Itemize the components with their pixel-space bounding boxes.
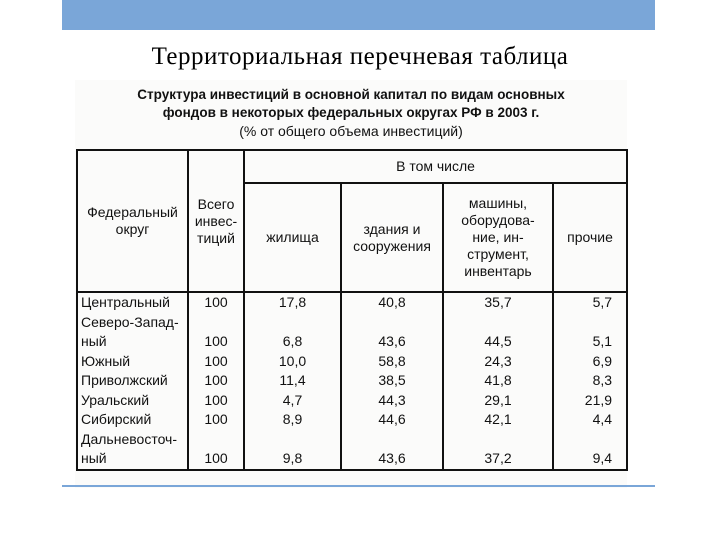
housing-value — [244, 292, 341, 313]
district-name-line: ный — [81, 333, 107, 349]
machines-value — [443, 391, 553, 411]
machines-value-text: 37,2 — [484, 450, 512, 466]
machines-value-text: 24,3 — [484, 352, 512, 369]
table-row — [77, 430, 627, 470]
total-value — [188, 313, 244, 352]
machines-value-text: 44,5 — [484, 333, 512, 349]
caption-line-1: Структура инвестиций в основной капитал по видам основных — [137, 87, 565, 102]
table-row — [77, 410, 627, 430]
total-value-text: 100 — [204, 352, 228, 369]
buildings-value-text: 44,6 — [378, 411, 406, 427]
housing-value-text: 17,8 — [278, 294, 307, 310]
district-name — [77, 313, 188, 352]
housing-value-text: 8,9 — [282, 411, 303, 427]
district-name-line: Приволжский — [81, 372, 168, 388]
header-housing: жилища — [244, 183, 341, 292]
housing-value-text: 6,8 — [282, 333, 303, 349]
other-value — [553, 352, 627, 372]
spacer — [193, 313, 239, 333]
other-value — [553, 313, 627, 352]
spacer — [193, 430, 239, 450]
housing-value — [244, 410, 341, 430]
top-accent-bar — [62, 0, 655, 30]
total-value-text: 100 — [204, 294, 228, 310]
total-value — [188, 352, 244, 372]
housing-value-text: 9,8 — [282, 450, 303, 466]
other-value-text: 8,3 — [592, 372, 613, 388]
district-name — [77, 391, 188, 411]
table-row — [77, 371, 627, 391]
machines-value — [443, 410, 553, 430]
buildings-value — [341, 410, 443, 430]
other-value — [553, 430, 627, 470]
table-row — [77, 391, 627, 411]
machines-value-text: 41,8 — [484, 372, 512, 388]
table-caption — [81, 86, 621, 140]
total-value — [188, 430, 244, 470]
district-name-line: ный — [81, 450, 107, 466]
district-name — [77, 292, 188, 313]
machines-value — [443, 371, 553, 391]
district-name-line: Уральский — [81, 391, 150, 408]
other-value-text: 5,7 — [592, 294, 613, 310]
total-value-text: 100 — [204, 391, 228, 408]
machines-value — [443, 352, 553, 372]
table-row — [77, 292, 627, 313]
other-value — [553, 410, 627, 430]
buildings-value — [341, 371, 443, 391]
other-value-text: 6,9 — [592, 352, 613, 369]
other-value — [553, 371, 627, 391]
spacer — [249, 430, 336, 450]
machines-value — [443, 430, 553, 470]
buildings-value — [341, 391, 443, 411]
total-value-text: 100 — [204, 333, 228, 349]
spacer — [346, 430, 438, 450]
machines-value — [443, 292, 553, 313]
spacer — [558, 430, 612, 450]
header-machines: машины, оборудова- ние, ин- струмент, инвентарь — [443, 183, 553, 292]
housing-value-text: 10,0 — [278, 352, 307, 369]
investment-structure-table — [76, 149, 628, 471]
header-group: В том числе — [244, 150, 627, 183]
spacer — [448, 430, 548, 450]
buildings-value-text: 43,6 — [378, 333, 406, 349]
buildings-value-text: 43,6 — [378, 450, 406, 466]
housing-value — [244, 371, 341, 391]
total-value — [188, 371, 244, 391]
total-value-text: 100 — [204, 450, 228, 466]
scanned-table-image — [75, 80, 627, 488]
housing-value-text: 4,7 — [282, 391, 303, 408]
buildings-value — [341, 313, 443, 352]
buildings-value-text: 40,8 — [378, 294, 406, 310]
district-name-line: Центральный — [81, 294, 170, 310]
caption-subtitle: (% от общего объема инвестиций) — [239, 123, 463, 139]
housing-value — [244, 430, 341, 470]
buildings-value-text: 38,5 — [378, 372, 406, 388]
housing-value — [244, 391, 341, 411]
spacer — [448, 313, 548, 333]
buildings-value — [341, 430, 443, 470]
district-name-line: Южный — [81, 352, 131, 369]
spacer — [558, 313, 612, 333]
machines-value-text: 29,1 — [484, 391, 512, 408]
other-value — [553, 391, 627, 411]
buildings-value-text: 58,8 — [378, 352, 406, 369]
slide-title: Территориальная перечневая таблица — [151, 43, 569, 70]
housing-value-text: 11,4 — [279, 372, 306, 388]
table-body — [77, 292, 627, 470]
other-value-text: 21,9 — [584, 391, 613, 408]
total-value — [188, 391, 244, 411]
total-value-text: 100 — [204, 411, 228, 427]
housing-value — [244, 352, 341, 372]
housing-value — [244, 313, 341, 352]
district-name — [77, 430, 188, 470]
machines-value-text: 35,7 — [484, 294, 512, 310]
district-name-line: Северо-Запад- — [81, 313, 179, 330]
district-name — [77, 410, 188, 430]
district-name — [77, 352, 188, 372]
other-value-text: 9,4 — [592, 450, 613, 466]
district-name-line: Сибирский — [81, 411, 152, 427]
caption-line-2: фондов в некоторых федеральных округах РФ в 2003 г. — [162, 105, 540, 120]
bottom-accent-line — [62, 485, 655, 487]
header-total: Всего инвес- тиций — [188, 150, 244, 292]
table-row — [77, 313, 627, 352]
header-district: Федеральный округ — [77, 150, 188, 292]
header-other: прочие — [553, 183, 627, 292]
buildings-value-text: 44,3 — [378, 391, 406, 408]
other-value-text: 4,4 — [592, 411, 613, 427]
machines-value — [443, 313, 553, 352]
machines-value-text: 42,1 — [484, 411, 512, 427]
buildings-value — [341, 292, 443, 313]
spacer — [346, 313, 438, 333]
spacer — [249, 313, 336, 333]
district-name-line: Дальневосточ- — [81, 430, 178, 447]
other-value-text: 5,1 — [592, 333, 613, 349]
table-row — [77, 352, 627, 372]
other-value — [553, 292, 627, 313]
district-name — [77, 371, 188, 391]
total-value — [188, 292, 244, 313]
total-value-text: 100 — [204, 372, 228, 388]
buildings-value — [341, 352, 443, 372]
header-buildings: здания и сооружения — [341, 183, 443, 292]
total-value — [188, 410, 244, 430]
